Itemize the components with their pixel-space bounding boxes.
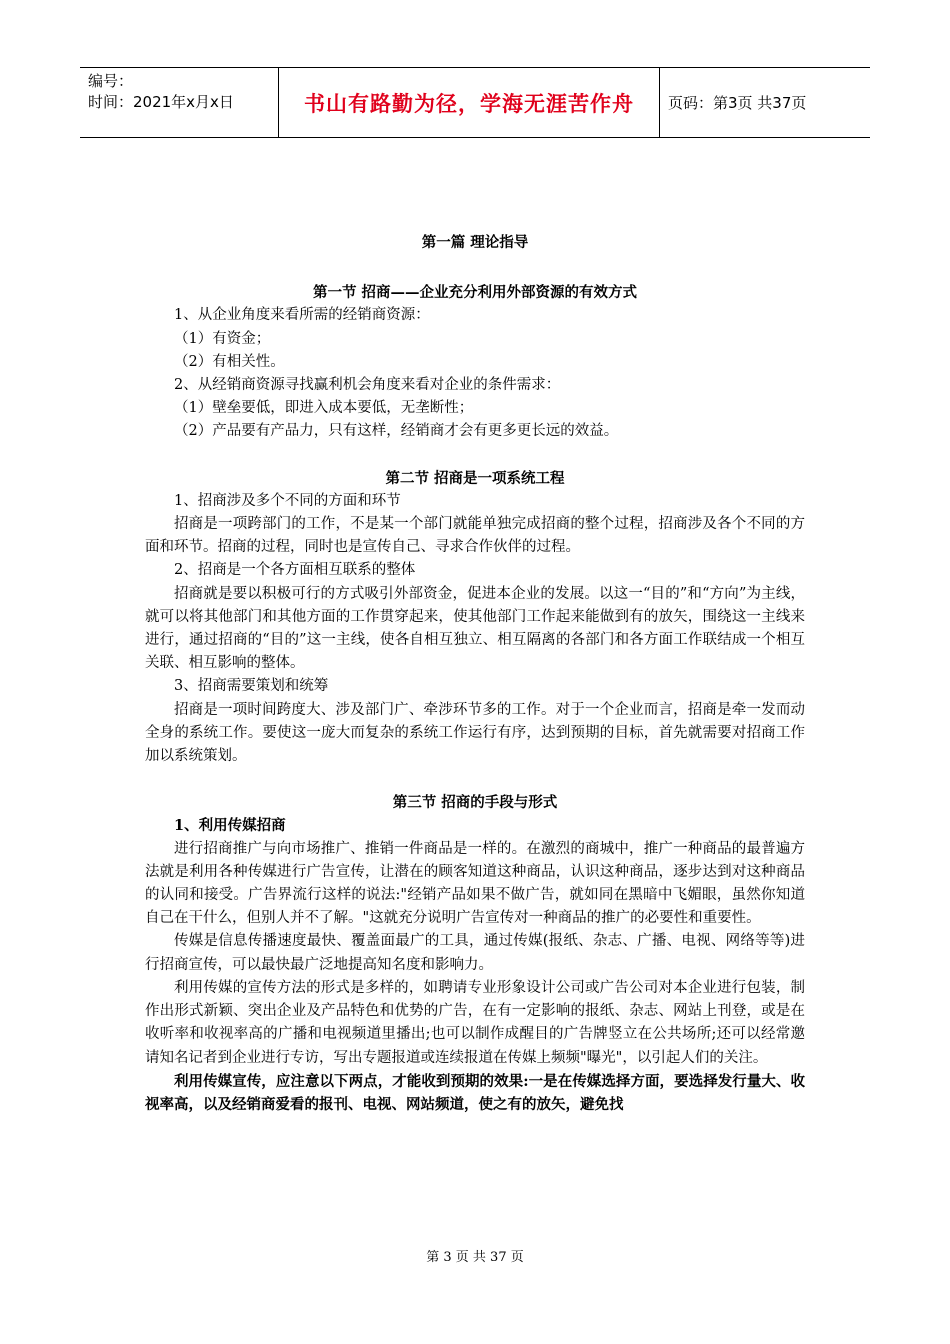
section-3-title: 第三节 招商的手段与形式	[392, 794, 558, 812]
s3-heading-1: 1、利用传媒招商	[174, 817, 286, 835]
page-footer: 第 3 页 共 37 页	[426, 1250, 524, 1265]
s3-paragraph-3: 利用传媒的宣传方法的形式是多样的，如聘请专业形象设计公司或广告公司对本企业进行包装，制作出形式新颖、突出企业及产品特色和优势的广告，在有一定影响的报纸、杂志、网站上刊登，或是在收听率和收视率高的广播和电视频道里播出;也可以制作成醒目的广告牌竖立在公共场所;还可以经常邀请知名记者到企业进行专访，写出专题报道或连续报道在传媒上频频"曝光"，以引起人们的关注。	[145, 979, 805, 1066]
s3-paragraph-4: 利用传媒宣传，应注意以下两点，才能收到预期的效果:一是在传媒选择方面，要选择发行量大、收视率高，以及经销商爱看的报刊、电视、网站频道，使之有的放矢，避免找	[145, 1072, 805, 1113]
s2-heading-1: 1、招商涉及多个不同的方面和环节	[174, 492, 401, 509]
time-label: 时间：2021年x月x日	[88, 93, 234, 111]
header-meta	[80, 68, 279, 137]
s2-paragraph-3: 招商是一项时间跨度大、涉及部门广、牵涉环节多的工作。对于一个企业而言，招商是牵一发而动全身的系统工作。要使这一庞大而复杂的系统工作运行有序，达到预期的目标，首先就需要对招商工作加以系统策划。	[145, 701, 805, 765]
s3-paragraph-1: 进行招商推广与向市场推广、推销一件商品是一样的。在激烈的商城中，推广一种商品的最普遍方法就是利用各种传媒进行广告宣传，让潜在的顾客知道这种商品，认识这种商品，逐步达到对这种商品的认同和接受。广告界流行这样的说法:"经销产品如果不做广告，就如同在黑暗中飞媚眼，虽然你知道自己在干什么，但别人并不了解。"这就充分说明广告宣传对一种商品的推广的必要性和重要性。	[145, 840, 805, 927]
page-header	[80, 67, 870, 138]
part-title: 第一篇 理论指导	[421, 234, 529, 251]
header-motto: 书山有路勤为径，学海无涯苦作舟	[279, 68, 660, 137]
document-body	[145, 231, 805, 1116]
s1-line-3: （2）有相关性。	[174, 353, 285, 370]
section-2-title: 第二节 招商是一项系统工程	[385, 469, 565, 487]
s1-line-4: 2、从经销商资源寻找赢利机会角度来看对企业的条件需求：	[174, 377, 561, 394]
header-page-info: 页码：第3页 共37页	[668, 94, 807, 112]
number-label: 编号：	[88, 72, 134, 90]
s2-heading-3: 3、招商需要策划和统筹	[174, 678, 329, 695]
s2-paragraph-2: 招商就是要以积极可行的方式吸引外部资金，促进本企业的发展。以这一“目的”和“方向”为主线，就可以将其他部门和其他方面的工作贯穿起来，使其他部门工作起来能做到有的放矢，围绕这一主线来进行，通过招商的“目的”这一主线，使各自相互独立、相互隔离的各部门和各方面工作联结成一个相互关联、相互影响的整体。	[145, 585, 805, 672]
s1-line-1: 1、从企业角度来看所需的经销商资源：	[174, 307, 430, 324]
s1-line-2: （1）有资金；	[174, 330, 271, 347]
s1-line-6: （2）产品要有产品力，只有这样，经销商才会有更多更长远的效益。	[174, 423, 619, 440]
s3-paragraph-2: 传媒是信息传播速度最快、覆盖面最广的工具，通过传媒(报纸、杂志、广播、电视、网络等等)进行招商宣传，可以最快最广泛地提高知名度和影响力。	[145, 933, 805, 973]
s1-line-5: （1）壁垒要低，即进入成本要低，无垄断性；	[174, 400, 474, 417]
s2-heading-2: 2、招商是一个各方面相互联系的整体	[174, 562, 416, 579]
section-1-title: 第一节 招商——企业充分利用外部资源的有效方式	[312, 284, 638, 302]
s2-paragraph-1: 招商是一项跨部门的工作，不是某一个部门就能单独完成招商的整个过程，招商涉及各个不同的方面和环节。招商的过程，同时也是宣传自己、寻求合作伙伴的过程。	[145, 516, 805, 556]
